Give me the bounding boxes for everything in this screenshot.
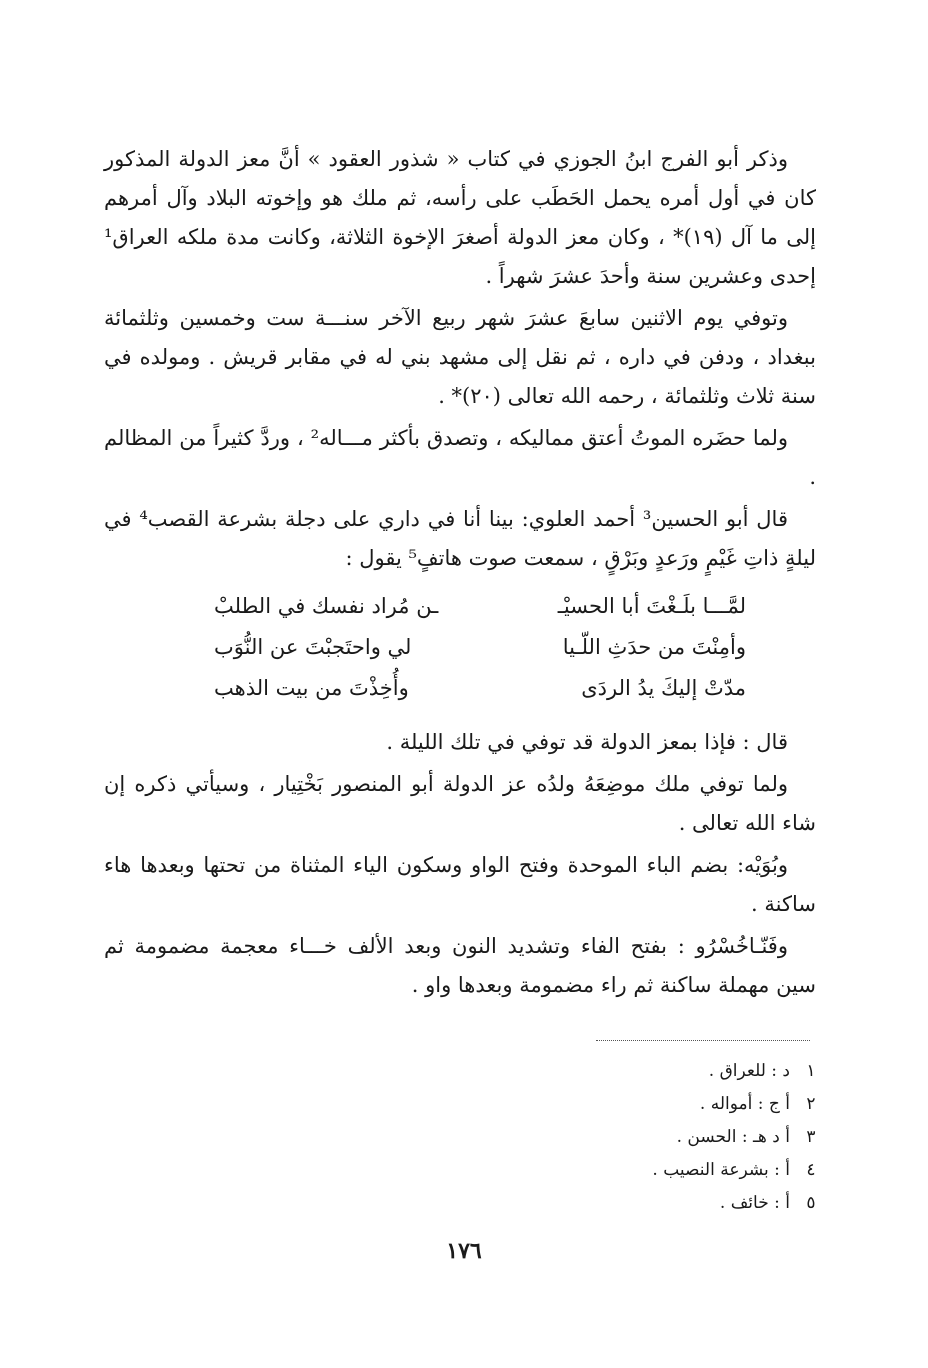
poem-verse: [164, 627, 776, 668]
footnote-number: ٥: [806, 1193, 816, 1213]
poem: [164, 586, 776, 709]
paragraph: قال أبو الحسين³ أحمد العلوي: بينا أنا في داري على دجلة بشرعة القصب⁴ في ليلةٍ ذاتِ غَيْمٍ ورَعدٍ وبَرْقٍ ، سمعت صوت هاتفٍ⁵ يقول :: [104, 507, 816, 570]
paragraph: ولما توفي ملك موضِعَهُ ولدُه عز الدولة أبو المنصور بَخْتِيار ، وسيأتي ذكره إن شاء الله تعالى .: [104, 772, 816, 835]
paragraph: وبُوَيْه: بضم الباء الموحدة وفتح الواو وسكون الياء المثناة من تحتها وبعدها هاء ساكنة .: [104, 853, 816, 916]
paragraph: قال : فإذا بمعز الدولة قد توفي في تلك الليلة .: [386, 730, 788, 754]
footnote-number: ٤: [806, 1160, 816, 1180]
footnote: [418, 1154, 818, 1187]
paragraph: وفَنّـاخُسْرُو : بفتح الفاء وتشديد النون وبعد الألف خـــاء معجمة مضمومة ثم سين مهملة ساكنة ثم راء مضمومة وبعدها واو .: [104, 934, 816, 997]
footnote-number: ٢: [806, 1094, 816, 1114]
footnote-number: ١: [806, 1061, 816, 1081]
footnotes: [418, 1055, 818, 1220]
footnote-text: أ : بشرعة النصيب .: [652, 1160, 790, 1180]
verse-first-hemistich: مدّتْ إليكَ يدُ الردَى: [581, 676, 746, 700]
footnote-text: أ : خائف .: [719, 1193, 790, 1213]
footnote-number: ٣: [806, 1127, 816, 1147]
verse-second-hemistich: لي واحتَجبْتَ عن النُّوَب: [214, 635, 412, 659]
footnote: [418, 1055, 818, 1088]
paragraph: وذكر أبو الفرج ابنُ الجوزي في كتاب « شذور العقود » أنَّ معز الدولة المذكور كان في أول أمره يحمل الحَطَب على رأسه، ثم ملك هو وإخوته البلاد وآل أمرهم إلى ما آل (١٩)* ، وكان معز الدولة أصغرَ الإخوة الثلاثة، وكانت مدة ملكه العراق¹ إحدى وعشرين سنة وأحدَ عشرَ شهراً .: [104, 147, 816, 288]
footnote-divider: [596, 1040, 810, 1041]
verse-second-hemistich: ـن مُراد نفسك في الطلبْ: [214, 594, 439, 618]
poem-verse: [164, 668, 776, 709]
verse-first-hemistich: لمَّـــا بلَـغْتَ أبا الحسيْـ: [557, 594, 746, 618]
footnote-text: أ د هـ : الحسن .: [676, 1127, 790, 1147]
verse-second-hemistich: وأُخِذْتَ من بيت الذهب: [214, 676, 409, 700]
paragraph: ولما حضَره الموتُ أعتق مماليكه ، وتصدق بأكثر مـــاله² ، وردَّ كثيراً من المظالم .: [104, 426, 816, 489]
main-text: [104, 140, 816, 1008]
page-number: ١٧٦: [446, 1238, 482, 1264]
footnote: [418, 1088, 818, 1121]
poem-verse: [164, 586, 776, 627]
footnote: [418, 1121, 818, 1154]
verse-first-hemistich: وأمِنْتَ من حدَثِ اللّـيا: [562, 635, 746, 659]
footnote: [418, 1187, 818, 1220]
footnote-text: د : للعراق .: [708, 1061, 790, 1081]
paragraph: وتوفي يوم الاثنين سابعَ عشرَ شهر ربيع الآخر سنـــة ست وخمسين وثلثمائة ببغداد ، ودفن في داره ، ثم نقل إلى مشهد بني له في مقابر قريش . ومولده في سنة ثلاث وثلثمائة ، رحمه الله تعالى (٢٠)* .: [104, 306, 816, 408]
footnote-text: أ ج : أمواله .: [699, 1094, 790, 1114]
